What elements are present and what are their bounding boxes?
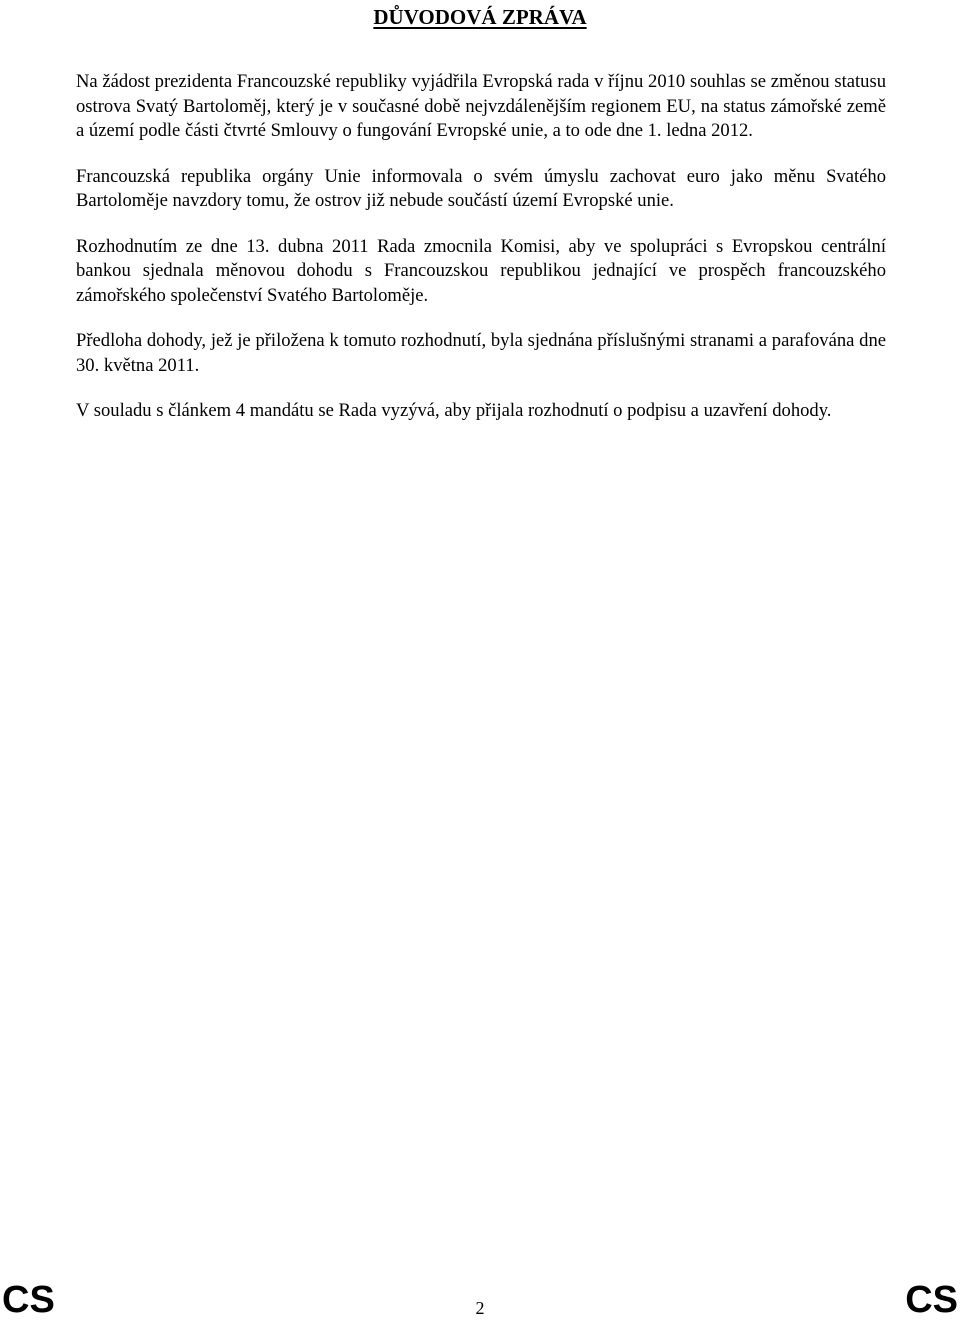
paragraph-5: V souladu s článkem 4 mandátu se Rada vyzývá, aby přijala rozhodnutí o podpisu a uzavření dohody. bbox=[76, 400, 832, 421]
paragraph-3: Rozhodnutím ze dne 13. dubna 2011 Rada zmocnila Komisi, aby ve spolupráci s Evropskou centrální bankou sjednala měnovou dohodu s Francouzskou republikou jednající ve prospěch francouzského zámořského společenství Svatého Bartoloměje. bbox=[76, 235, 886, 306]
footer-language-code-right: CS bbox=[905, 1279, 958, 1321]
page-number: 2 bbox=[475, 1298, 485, 1318]
page-title: DŮVODOVÁ ZPRÁVA bbox=[373, 5, 587, 29]
paragraph-4: Předloha dohody, jež je přiložena k tomuto rozhodnutí, byla sjednána příslušnými stranami a parafována dne 30. května 2011. bbox=[76, 330, 886, 376]
footer-language-code-left: CS bbox=[2, 1279, 55, 1321]
paragraph-1: Na žádost prezidenta Francouzské republiky vyjádřila Evropská rada v říjnu 2010 souhlas se změnou statusu ostrova Svatý Bartoloměj, který je v současné době nejvzdálenějším regionem EU, na status zámořské země a území podle části čtvrté Smlouvy o fungování Evropské unie, a to ode dne 1. ledna 2012. bbox=[76, 71, 886, 141]
document-body bbox=[76, 70, 886, 445]
paragraph-2: Francouzská republika orgány Unie informovala o svém úmyslu zachovat euro jako měnu Svatého Bartoloměje navzdory tomu, že ostrov již nebude součástí území Evropské unie. bbox=[76, 165, 886, 211]
